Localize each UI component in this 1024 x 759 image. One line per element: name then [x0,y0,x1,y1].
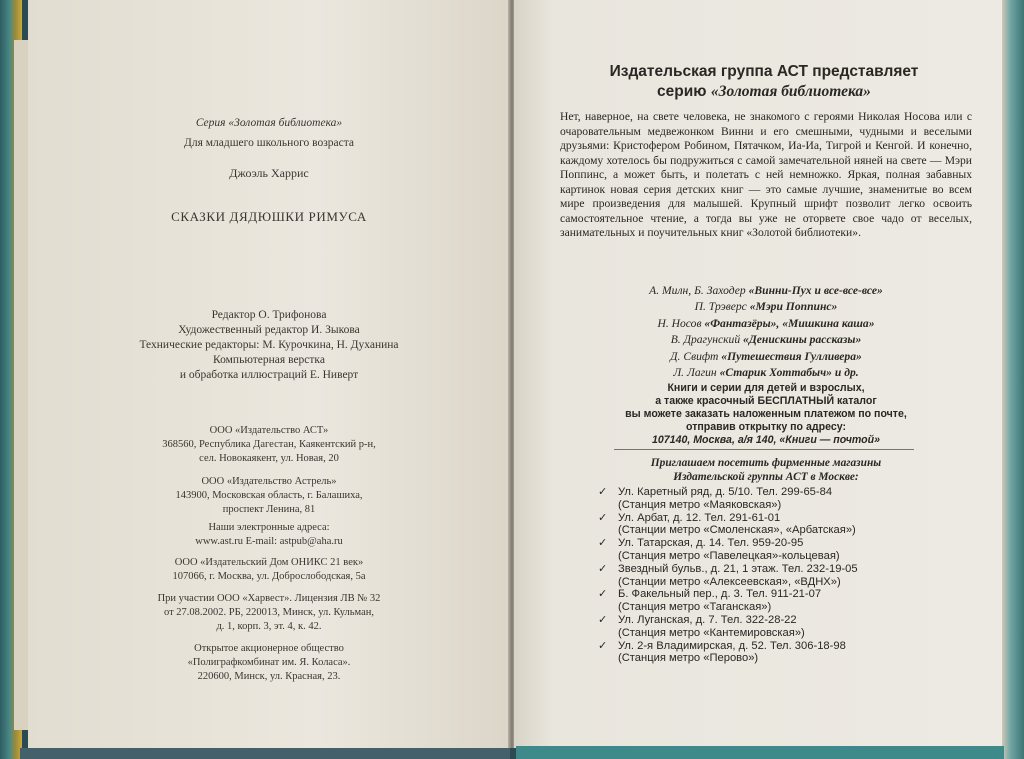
shop-address: Ул. Луганская, д. 7. Тел. 322-28-22 [618,613,797,626]
shop-metro: (Станция метро «Кантемировская») [618,626,805,639]
book-list [560,283,972,381]
catalog-line: а также красочный БЕСПЛАТНЫЙ каталог [655,395,877,407]
shop-item [598,614,978,640]
shop-address: Ул. 2-я Владимирская, д. 52. Тел. 306-18-98 [618,639,846,652]
shop-item [598,486,978,512]
shop-item [598,640,978,666]
shop-metro: (Станции метро «Смоленская», «Арбатская») [618,524,856,537]
book-cover-bottom-right [516,746,1004,759]
credit-layout: Компьютерная верстка [213,354,325,366]
harvest-license: При участии ООО «Харвест». Лицензия ЛВ № 32 [157,593,381,604]
ad-header [554,62,974,102]
book-work: «Фантазёры», «Мишкина каша» [704,316,875,330]
publisher-onyx-address: 107066, г. Москва, ул. Доброслободская, 5а [172,571,366,582]
page-stack-left [14,40,28,730]
book-work: «Денискины рассказы» [743,333,862,347]
publisher-onyx-name: ООО «Издательский Дом ОНИКС 21 век» [174,557,364,568]
book-author: В. Драгунский [670,333,741,347]
shop-item [598,537,978,563]
left-page [28,0,510,748]
catalog-offer [560,382,972,447]
book-author: Н. Носов [657,316,702,330]
shop-metro: (Станции метро «Алексеевская», «ВДНХ») [618,575,841,588]
shop-metro: (Станция метро «Маяковская») [618,498,782,511]
catalog-line: вы можете заказать наложенным платежом по почте, [625,408,907,420]
harvest-address2: д. 1, корп. 3, эт. 4, к. 42. [216,621,322,632]
ad-header-series: «Золотая библиотека» [710,83,871,100]
book-work: «Мэри Поппинс» [749,300,838,314]
credit-tech-editors: Технические редакторы: М. Курочкина, Н. Духанина [139,339,399,351]
ad-header-prefix: серию [657,83,711,100]
credit-illustrations: и обработка иллюстраций Е. Ниверт [179,369,359,381]
catalog-line: Книги и серии для детей и взрослых, [667,382,865,394]
harvest-address: от 27.08.2002. РБ, 220013, Минск, ул. Кульман, [163,607,375,618]
catalog-address: 107140, Москва, а/я 140, «Книги — почтой» [652,434,880,446]
email-heading: Наши электронные адреса: [208,522,330,533]
checkmark-icon: ✓ [598,511,608,524]
shop-address: Ул. Каретный ряд, д. 5/10. Тел. 299-65-84 [618,486,833,498]
shop-item [598,588,978,614]
shop-address: Ул. Арбат, д. 12. Тел. 291-61-01 [618,511,781,524]
book-list-item [560,283,972,299]
ad-header-line2 [554,82,974,102]
shops-heading-line1: Приглашаем посетить фирменные магазины [650,457,882,469]
shop-list [598,486,978,665]
book-list-item [560,299,972,315]
publisher-ast-address: 368560, Республика Дагестан, Каякентский р-н, [162,439,376,450]
book-work: «Винни-Пух и все-все-все» [748,284,883,297]
show-through-text [28,60,35,103]
publisher-astrel-address2: проспект Ленина, 81 [222,504,316,515]
book-title: СКАЗКИ ДЯДЮШКИ РИМУСА [171,209,367,224]
book-author: П. Трэверс [694,300,747,314]
book-author: А. Милн, Б. Заходер [649,284,746,297]
shop-metro: (Станция метро «Перово») [618,652,759,665]
book-list-item [560,332,972,348]
catalog-line: отправив открытку по адресу: [685,421,846,433]
divider-rule [614,449,914,450]
shops-heading-line2: Издательской группы АСТ в Москве: [673,471,859,483]
checkmark-icon: ✓ [598,537,608,550]
shops-heading [560,456,972,484]
audience-line: Для младшего школьного возраста [183,137,354,149]
shop-item [598,563,978,589]
checkmark-icon: ✓ [598,588,608,601]
book-list-item [560,365,972,381]
author-name: Джоэль Харрис [229,166,309,180]
book-list-item [560,349,972,365]
book-cover-bottom-left [20,748,510,759]
book-author: Д. Свифт [670,349,719,363]
shop-address: Ул. Татарская, д. 14. Тел. 959-20-95 [618,537,804,550]
ad-header-line1: Издательская группа АСТ представляет [609,63,919,80]
publisher-astrel-name: ООО «Издательство Астрель» [201,476,337,487]
ad-intro-paragraph: Нет, наверное, на свете человека, не знакомого с героями Николая Носова или с очаровательным медвежонком Винни и его смешными, чудными и веселыми друзьями: Кристофером Робином, Пятачком, Иа-Иа, Тигрой и Кенгой. И конечно, каждому хотелось бы подружиться с самой замечательной няней на свете — Мэри Поппинс, а может быть, и полетать с ней немножко. Яркая, полная забавных картинок новая серия детских книг — это самые лучшие, знаменитые во всем мире произведения для малышей. Крупный шрифт позволит легко освоить самостоятельное чтение, а тогда вы уже не оторвете свое чадо от веселых, занимательных и поучительных книг «Золотой библиотеки». [560,110,972,240]
shop-metro: (Станция метро «Павелецкая»-кольцевая) [618,549,840,562]
publisher-astrel-address: 143900, Московская область, г. Балашиха, [175,490,363,501]
printer-name2: «Полиграфкомбинат им. Я. Коласа». [187,657,351,668]
book-work: «Старик Хоттабыч» и др. [719,366,859,380]
book-work: «Путешествия Гулливера» [721,349,862,363]
checkmark-icon: ✓ [598,639,608,652]
publisher-ast-name: ООО «Издательство АСТ» [209,425,329,436]
checkmark-icon: ✓ [598,613,608,626]
publisher-ast-address2: сел. Новокаякент, ул. Новая, 20 [199,453,339,464]
series-line: Серия «Золотая библиотека» [195,117,343,129]
shop-item [598,512,978,538]
shop-address: Звездный бульв., д. 21, 1 этаж. Тел. 232-19-05 [618,562,858,575]
credit-editor: Редактор О. Трифонова [211,309,327,321]
book-author: Л. Лагин [673,366,717,380]
right-page [514,0,1002,748]
checkmark-icon: ✓ [598,486,608,498]
printer-name: Открытое акционерное общество [194,643,344,654]
book-list-item [560,316,972,332]
book-cover-edge-right [1002,0,1024,759]
printer-address: 220600, Минск, ул. Красная, 23. [197,671,341,682]
shop-address: Б. Факельный пер., д. 3. Тел. 911-21-07 [618,588,822,601]
shop-metro: (Станция метро «Таганская») [618,601,772,614]
email-addresses: www.ast.ru E-mail: astpub@aha.ru [195,536,343,547]
checkmark-icon: ✓ [598,562,608,575]
credit-art-editor: Художественный редактор И. Зыкова [178,324,360,336]
